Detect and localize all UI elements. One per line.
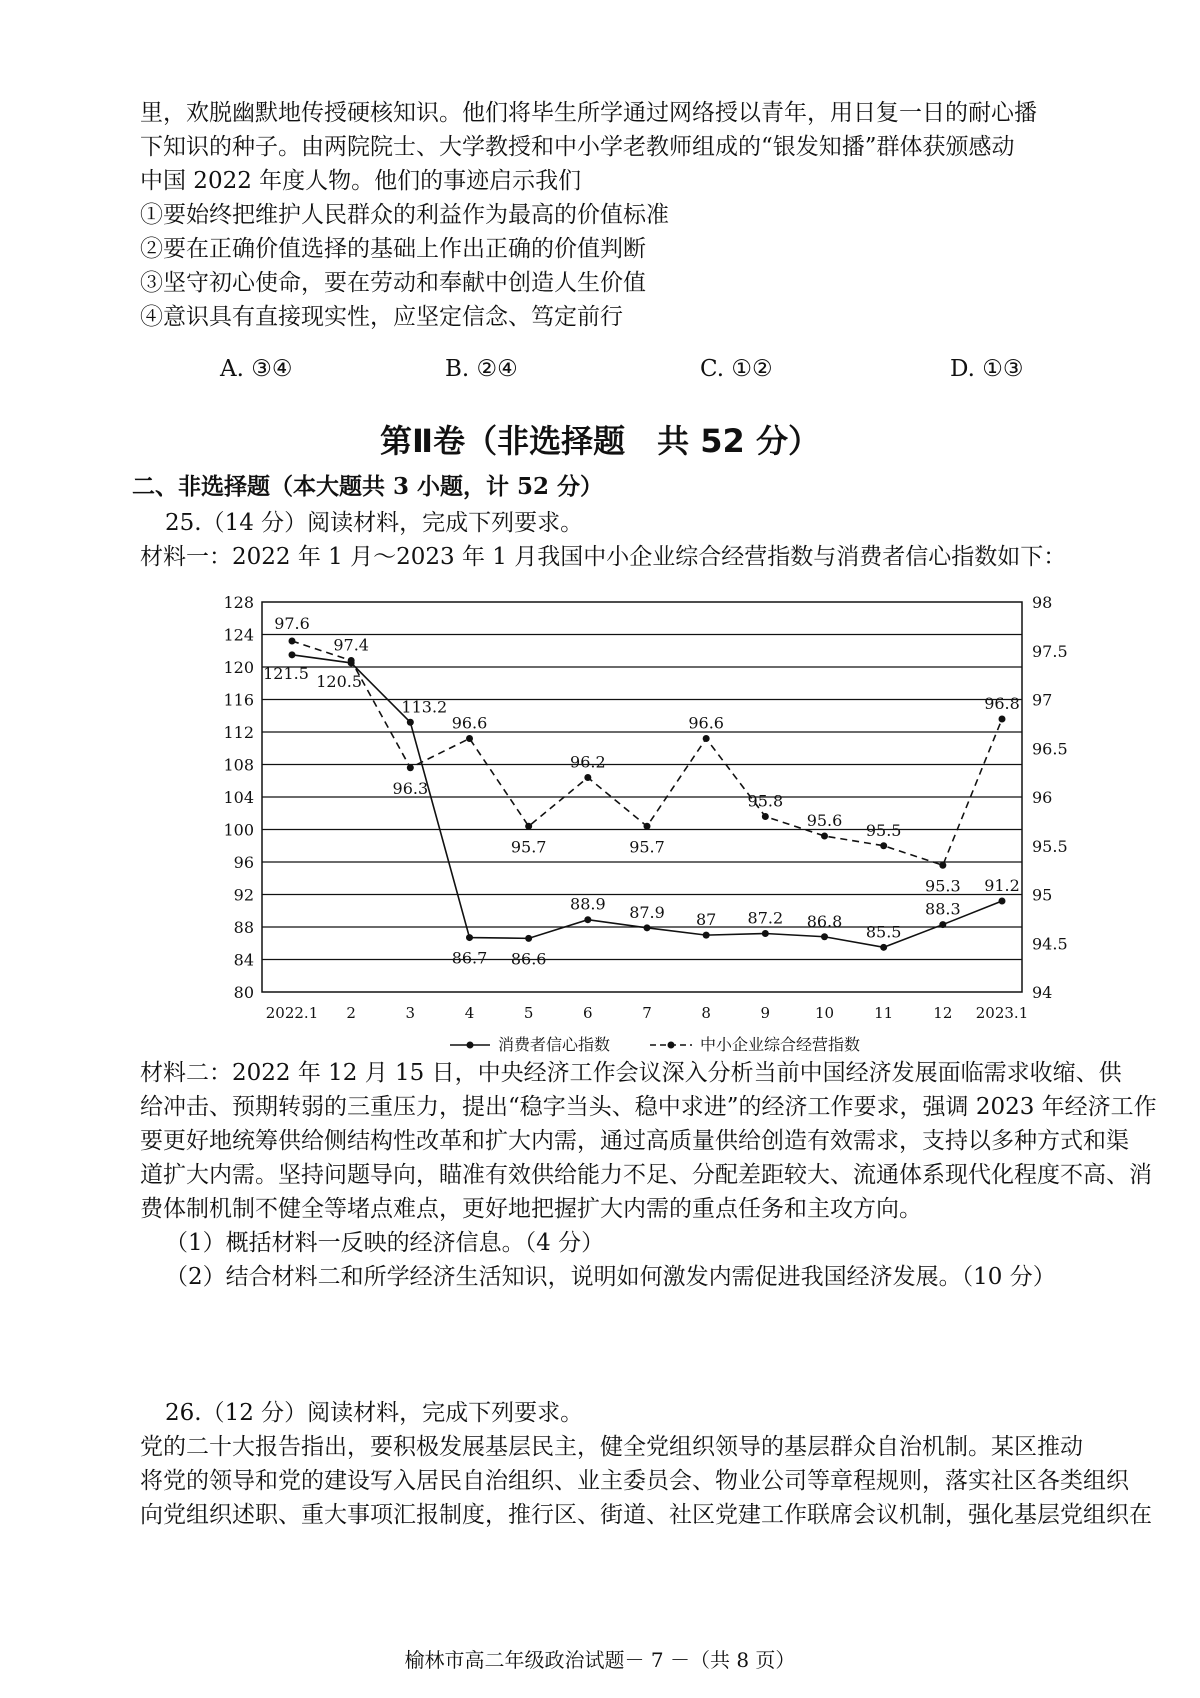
section-title: 第Ⅱ卷（非选择题 共 52 分）	[380, 422, 820, 460]
sme-data-label: 95.7	[629, 837, 665, 857]
consumer-data-label: 113.2	[401, 697, 448, 717]
sme-data-label: 97.4	[333, 635, 369, 655]
consumer-confidence-point	[407, 719, 414, 726]
option-d: D. ①③	[950, 356, 1024, 382]
continuation-line-1: 里，欢脱幽默地传授硬核知识。他们将毕生所学通过网络授以青年，用日复一日的耐心播	[140, 100, 1037, 126]
left-tick-label: 112	[223, 723, 254, 742]
sme-index-point	[703, 735, 710, 742]
left-tick-label: 124	[223, 625, 254, 645]
x-tick-label: 3	[405, 1004, 416, 1022]
q26-line-2: 将党的领导和党的建设写入居民自治组织、业主委员会、物业公司等章程规则，落实社区各类组织	[140, 1468, 1129, 1494]
right-tick-label: 97.5	[1032, 641, 1068, 661]
q25-stem: 25.（14 分）阅读材料，完成下列要求。	[165, 510, 584, 536]
x-tick-label: 8	[701, 1004, 711, 1022]
consumer-data-label: 87.2	[747, 908, 784, 928]
q26-stem: 26.（12 分）阅读材料，完成下列要求。	[165, 1400, 584, 1426]
x-tick-label: 5	[523, 1004, 534, 1022]
sme-index-point	[466, 735, 473, 742]
consumer-confidence-point	[703, 932, 710, 939]
x-tick-label: 2023.1	[975, 1004, 1029, 1022]
x-tick-label: 10	[814, 1004, 835, 1022]
left-tick-label: 96	[233, 853, 254, 872]
sme-data-label: 96.8	[984, 694, 1020, 713]
chart-svg	[200, 580, 1068, 1054]
consumer-data-label: 88.3	[925, 899, 961, 919]
right-tick-label: 95.5	[1032, 836, 1068, 856]
right-tick-label: 94.5	[1032, 934, 1068, 954]
option-a: A. ③④	[220, 356, 293, 382]
x-tick-label: 11	[874, 1004, 894, 1022]
right-tick-label: 96	[1032, 788, 1053, 807]
q26-line-1: 党的二十大报告指出，要积极发展基层民主，健全党组织领导的基层群众自治机制。某区推动	[140, 1434, 1083, 1460]
left-tick-label: 100	[223, 820, 254, 840]
consumer-data-label: 121.5	[263, 663, 309, 683]
sme-data-label: 96.2	[570, 752, 606, 772]
sme-index-point	[407, 764, 414, 771]
left-tick-label: 104	[223, 788, 254, 807]
sme-index-point	[584, 774, 591, 781]
sme-index-point	[762, 813, 769, 820]
consumer-data-label: 87	[695, 910, 717, 930]
left-tick-label: 108	[223, 755, 254, 775]
q26-line-3: 向党组织述职、重大事项汇报制度，推行区、街道、社区党建工作联席会议机制，强化基层党组织在	[140, 1502, 1152, 1528]
sme-data-label: 96.6	[451, 713, 488, 733]
option-b: B. ②④	[445, 356, 518, 382]
sme-index-point	[821, 833, 828, 840]
right-tick-label: 98	[1032, 593, 1053, 612]
consumer-data-label: 120.5	[316, 671, 363, 691]
consumer-data-label: 87.9	[629, 902, 665, 922]
consumer-confidence-point	[821, 933, 828, 940]
sme-index-point	[999, 716, 1006, 723]
option-c: C. ①②	[700, 356, 773, 382]
q25-material2-line-1: 材料二：2022 年 12 月 15 日，中央经济工作会议深入分析当前中国经济发展面临需求收缩、供	[140, 1060, 1122, 1086]
sme-data-label: 96.6	[688, 713, 724, 733]
legend-dashed-label: 中小企业综合经营指数	[700, 1035, 861, 1054]
statement-2: ②要在正确价值选择的基础上作出正确的价值判断	[140, 236, 646, 262]
sme-index-point	[348, 657, 355, 664]
sme-data-label: 95.3	[925, 876, 961, 896]
consumer-confidence-point	[525, 935, 532, 942]
x-tick-label: 2	[346, 1004, 356, 1022]
q25-material2-line-2: 给冲击、预期转弱的三重压力，提出“稳字当头、稳中求进”的经济工作要求，强调 2023 年经济工作	[140, 1094, 1157, 1120]
sme-data-label: 95.7	[510, 837, 547, 857]
consumer-data-label: 85.5	[865, 922, 902, 942]
right-tick-label: 96.5	[1032, 739, 1068, 759]
left-tick-label: 84	[233, 950, 254, 970]
consumer-confidence-point	[289, 651, 296, 658]
consumer-confidence-point	[762, 930, 769, 937]
legend-solid-label: 消费者信心指数	[498, 1035, 611, 1054]
left-tick-label: 128	[223, 593, 254, 612]
q25-material1: 材料一：2022 年 1 月～2023 年 1 月我国中小企业综合经营指数与消费者信心指数如下：	[140, 544, 1067, 570]
page-footer: 榆林市高二年级政治试题－ 7 －（共 8 页）	[404, 1648, 796, 1672]
right-tick-label: 95	[1032, 885, 1053, 905]
sme-index-point	[525, 823, 532, 830]
consumer-data-label: 86.7	[451, 948, 488, 968]
x-tick-label: 9	[760, 1004, 771, 1022]
consumer-data-label: 88.9	[570, 894, 606, 914]
statement-4: ④意识具有直接现实性，应坚定信念、笃定前行	[140, 304, 623, 330]
continuation-line-2: 下知识的种子。由两院院士、大学教授和中小学老教师组成的“银发知播”群体获颁感动	[140, 134, 1015, 160]
x-tick-label: 2022.1	[265, 1004, 319, 1022]
sme-index-point	[289, 638, 296, 645]
q25-material2-line-4: 道扩大内需。坚持问题导向，瞄准有效供给能力不足、分配差距较大、流通体系现代化程度不高、消	[140, 1162, 1152, 1188]
section-heading: 二、非选择题（本大题共 3 小题，计 52 分）	[132, 473, 604, 500]
sme-index-point	[880, 842, 887, 849]
right-tick-label: 97	[1032, 690, 1053, 710]
left-tick-label: 92	[233, 885, 254, 905]
consumer-confidence-point	[644, 924, 651, 931]
q25-material2-line-3: 要更好地统筹供给侧结构性改革和扩大内需，通过高质量供给创造有效需求，支持以多种方式和渠	[140, 1128, 1129, 1154]
q25-sub1: （1）概括材料一反映的经济信息。（4 分）	[165, 1230, 605, 1256]
sme-index-point	[939, 862, 946, 869]
sme-data-label: 95.6	[806, 811, 843, 830]
statement-1: ①要始终把维护人民群众的利益作为最高的价值标准	[140, 202, 669, 228]
x-tick-label: 7	[642, 1004, 652, 1022]
answer-options	[220, 356, 1070, 386]
legend-dashed-marker	[668, 1042, 675, 1049]
left-tick-label: 120	[223, 658, 254, 677]
sme-index-point	[644, 823, 651, 830]
consumer-confidence-point	[939, 921, 946, 928]
consumer-data-label: 86.8	[806, 911, 843, 931]
sme-data-label: 95.8	[747, 791, 784, 811]
sme-data-label: 95.5	[865, 820, 902, 840]
left-tick-label: 88	[233, 918, 254, 937]
statement-3: ③坚守初心使命，要在劳动和奉献中创造人生价值	[140, 270, 646, 296]
continuation-line-3: 中国 2022 年度人物。他们的事迹启示我们	[140, 168, 582, 194]
consumer-data-label: 91.2	[984, 876, 1020, 895]
consumer-confidence-point	[880, 944, 887, 951]
x-tick-label: 4	[464, 1004, 475, 1022]
right-tick-label: 94	[1032, 983, 1053, 1002]
left-tick-label: 80	[233, 983, 254, 1002]
sme-data-label: 96.3	[392, 778, 429, 798]
q25-sub2: （2）结合材料二和所学经济生活知识，说明如何激发内需促进我国经济发展。（10 分）	[165, 1264, 1056, 1290]
legend-solid-marker	[467, 1042, 474, 1049]
q25-material2-line-5: 费体制机制不健全等堵点难点，更好地把握扩大内需的重点任务和主攻方向。	[140, 1196, 922, 1222]
sme-data-label: 97.6	[274, 614, 310, 633]
consumer-confidence-point	[466, 934, 473, 941]
x-tick-label: 6	[583, 1004, 593, 1022]
index-chart	[200, 580, 1068, 1054]
left-tick-label: 116	[223, 690, 254, 710]
x-tick-label: 12	[933, 1004, 953, 1022]
consumer-data-label: 86.6	[510, 949, 547, 969]
consumer-confidence-point	[584, 916, 591, 923]
consumer-confidence-point	[999, 898, 1006, 905]
